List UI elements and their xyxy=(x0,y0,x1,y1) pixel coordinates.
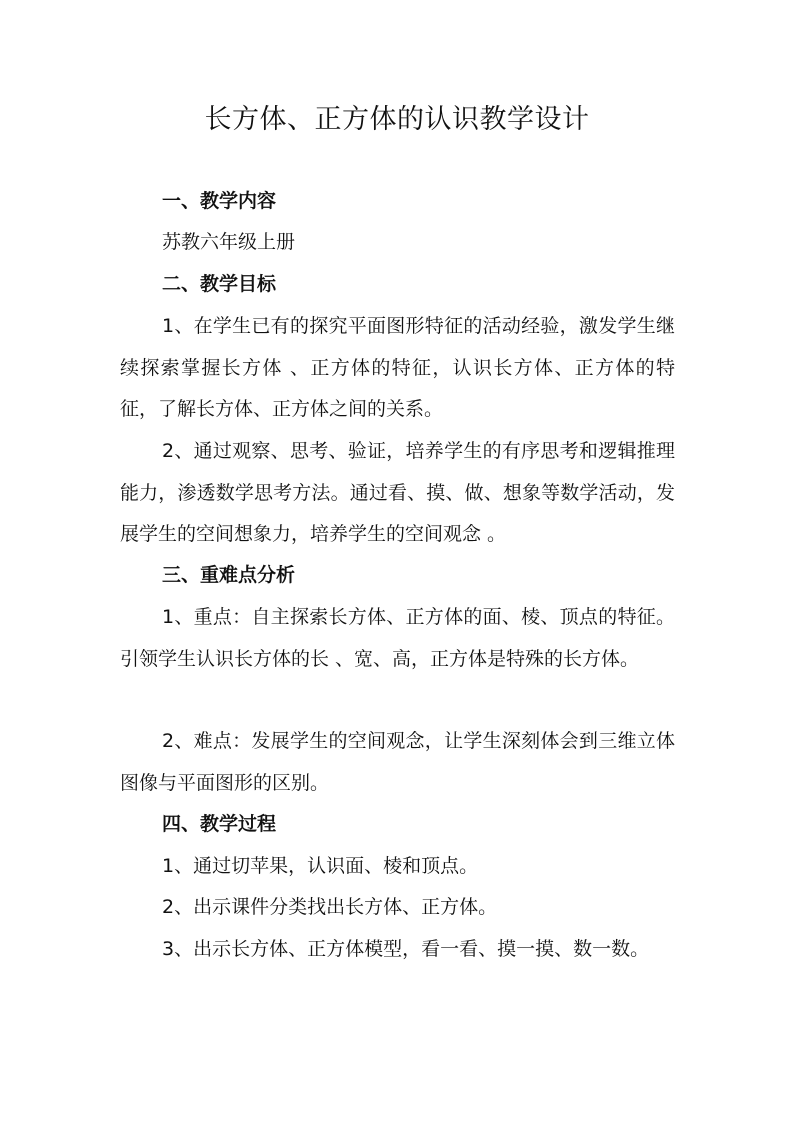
key-point-paragraph: 1、重点：自主探索长方体、正方体的面、棱、顶点的特征。引领学生认识长方体的长 、宽、高，正方体是特殊的长方体。 xyxy=(120,606,675,670)
section-heading-objectives: 二、教学目标 xyxy=(162,273,277,295)
process-step-1: 1、通过切苹果，认识面、棱和顶点。 xyxy=(162,855,479,877)
section-heading-process: 四、教学过程 xyxy=(162,813,277,835)
objective-paragraph-2: 2、通过观察、思考、验证，培养学生的有序思考和逻辑推理能力，渗透数学思考方法。通过看、摸、做、想象等数学活动，发展学生的空间想象力，培养学生的空间观念 。 xyxy=(120,440,675,545)
process-step-3: 3、出示长方体、正方体模型，看一看、摸一摸、数一数。 xyxy=(162,938,650,960)
difficult-point-paragraph: 2、难点：发展学生的空间观念，让学生深刻体会到三维立体图像与平面图形的区别。 xyxy=(120,730,675,794)
section-heading-content: 一、教学内容 xyxy=(162,190,277,212)
process-step-2: 2、出示课件分类找出长方体、正方体。 xyxy=(162,896,498,918)
content-text: 苏教六年级上册 xyxy=(162,231,296,253)
document-title: 长方体、正方体的认识教学设计 xyxy=(204,104,590,135)
objective-paragraph-1: 1、在学生已有的探究平面图形特征的活动经验，激发学生继续探索掌握长方体 、正方体的特征，认识长方体、正方体的特征，了解长方体、正方体之间的关系。 xyxy=(120,315,675,420)
section-heading-key-points: 三、重难点分析 xyxy=(162,564,296,586)
